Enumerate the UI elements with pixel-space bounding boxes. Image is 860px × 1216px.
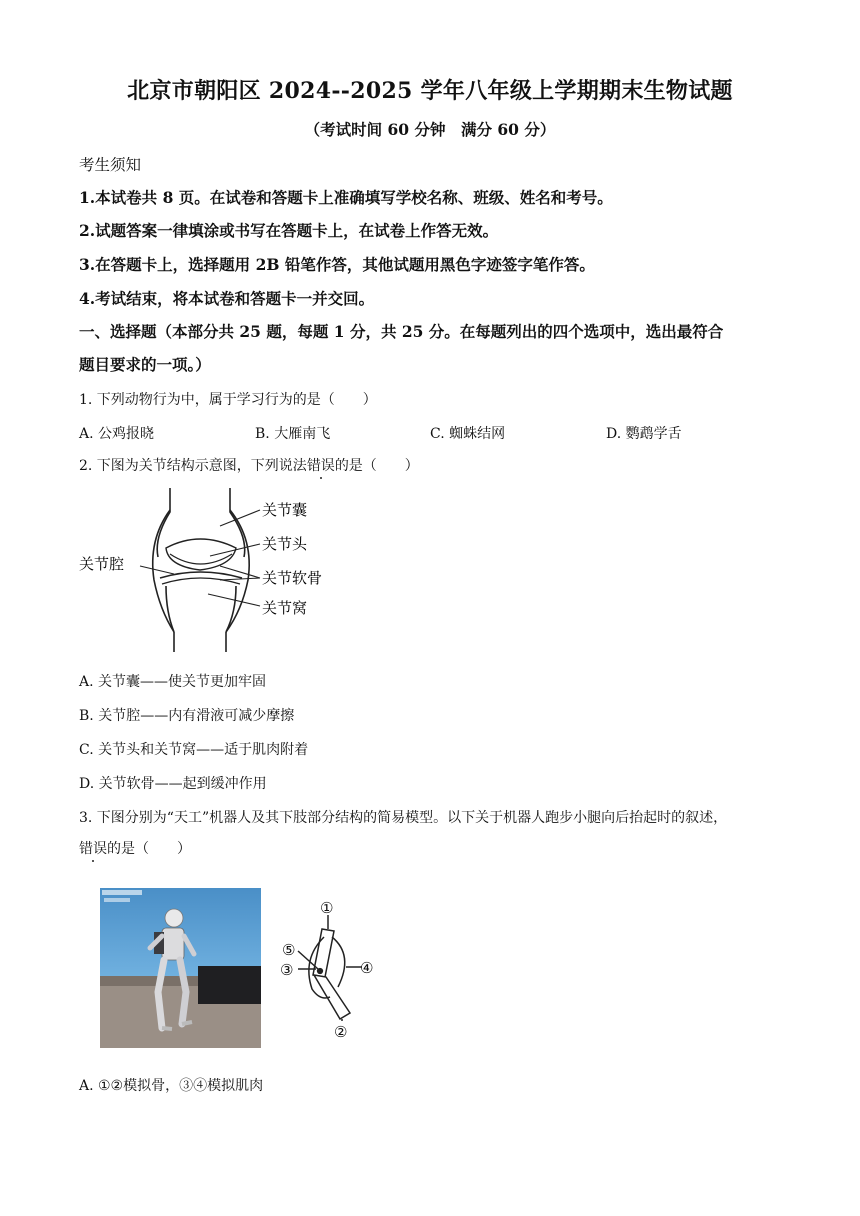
- emphasis-text: 错误: [306, 458, 335, 474]
- robot-photo: [100, 888, 261, 1048]
- document-title: 北京市朝阳区 2024--2025 学年八年级上学期期末生物试题: [127, 78, 733, 104]
- emphasis-text: 错误: [79, 841, 107, 857]
- q3-option-a: A. ①②模拟骨，③④模拟肌肉: [79, 1078, 264, 1094]
- notice-heading: 考生须知: [79, 156, 142, 174]
- model-label-3: ③: [280, 961, 294, 979]
- notice-item: 3.在答题卡上，选择题用 2B 铅笔作答，其他试题用黑色字迹签字笔作答。: [79, 255, 595, 274]
- q2-option-b: B. 关节腔——内有滑液可减少摩擦: [79, 708, 295, 724]
- question-3-stem: 3. 下图分别为“天工”机器人及其下肢部分结构的简易模型。以下关于机器人跑步小腿向后抬起时的叙述，: [79, 810, 728, 826]
- notice-item: 1.本试卷共 8 页。在试卷和答题卡上准确填写学校名称、班级、姓名和考号。: [79, 188, 613, 207]
- question-2-stem: 2. 下图为关节结构示意图，下列说法错误的是（ ）: [79, 458, 419, 474]
- q2-option-d: D. 关节软骨——起到缓冲作用: [79, 776, 267, 792]
- q1-option-b: B. 大雁南飞: [255, 426, 331, 442]
- model-label-5: ⑤: [282, 941, 296, 959]
- q2-option-c: C. 关节头和关节窝——适于肌肉附着: [79, 742, 309, 758]
- limb-model-diagram: [276, 893, 386, 1045]
- label-joint-cavity: 关节腔: [79, 555, 125, 573]
- model-label-4: ④: [360, 959, 374, 977]
- q1-option-c: C. 蜘蛛结网: [430, 426, 506, 442]
- exam-info: （考试时间 60 分钟 满分 60 分）: [304, 120, 556, 139]
- question-3-stem-cont: 错误的是（ ）: [79, 841, 191, 857]
- notice-item: 4.考试结束，将本试卷和答题卡一并交回。: [79, 289, 375, 308]
- q2-option-a: A. 关节囊——使关节更加牢固: [79, 674, 267, 690]
- label-joint-head: 关节头: [262, 535, 308, 553]
- joint-diagram: [70, 482, 360, 657]
- notice-item: 2.试题答案一律填涂或书写在答题卡上，在试卷上作答无效。: [79, 221, 499, 240]
- model-label-1: ①: [320, 899, 334, 917]
- label-joint-socket: 关节窝: [262, 599, 308, 617]
- section-heading: 一、选择题（本部分共 25 题，每题 1 分，共 25 分。在每题列出的四个选项中，选出最符合: [79, 322, 724, 341]
- section-heading-cont: 题目要求的一项。）: [79, 355, 211, 374]
- question-1-stem: 1. 下列动物行为中，属于学习行为的是（ ）: [79, 392, 377, 408]
- q1-option-a: A. 公鸡报晓: [79, 426, 155, 442]
- q1-option-d: D. 鹦鹉学舌: [606, 426, 682, 442]
- label-joint-cartilage: 关节软骨: [262, 569, 323, 587]
- model-label-2: ②: [334, 1023, 348, 1041]
- label-joint-capsule: 关节囊: [262, 501, 308, 519]
